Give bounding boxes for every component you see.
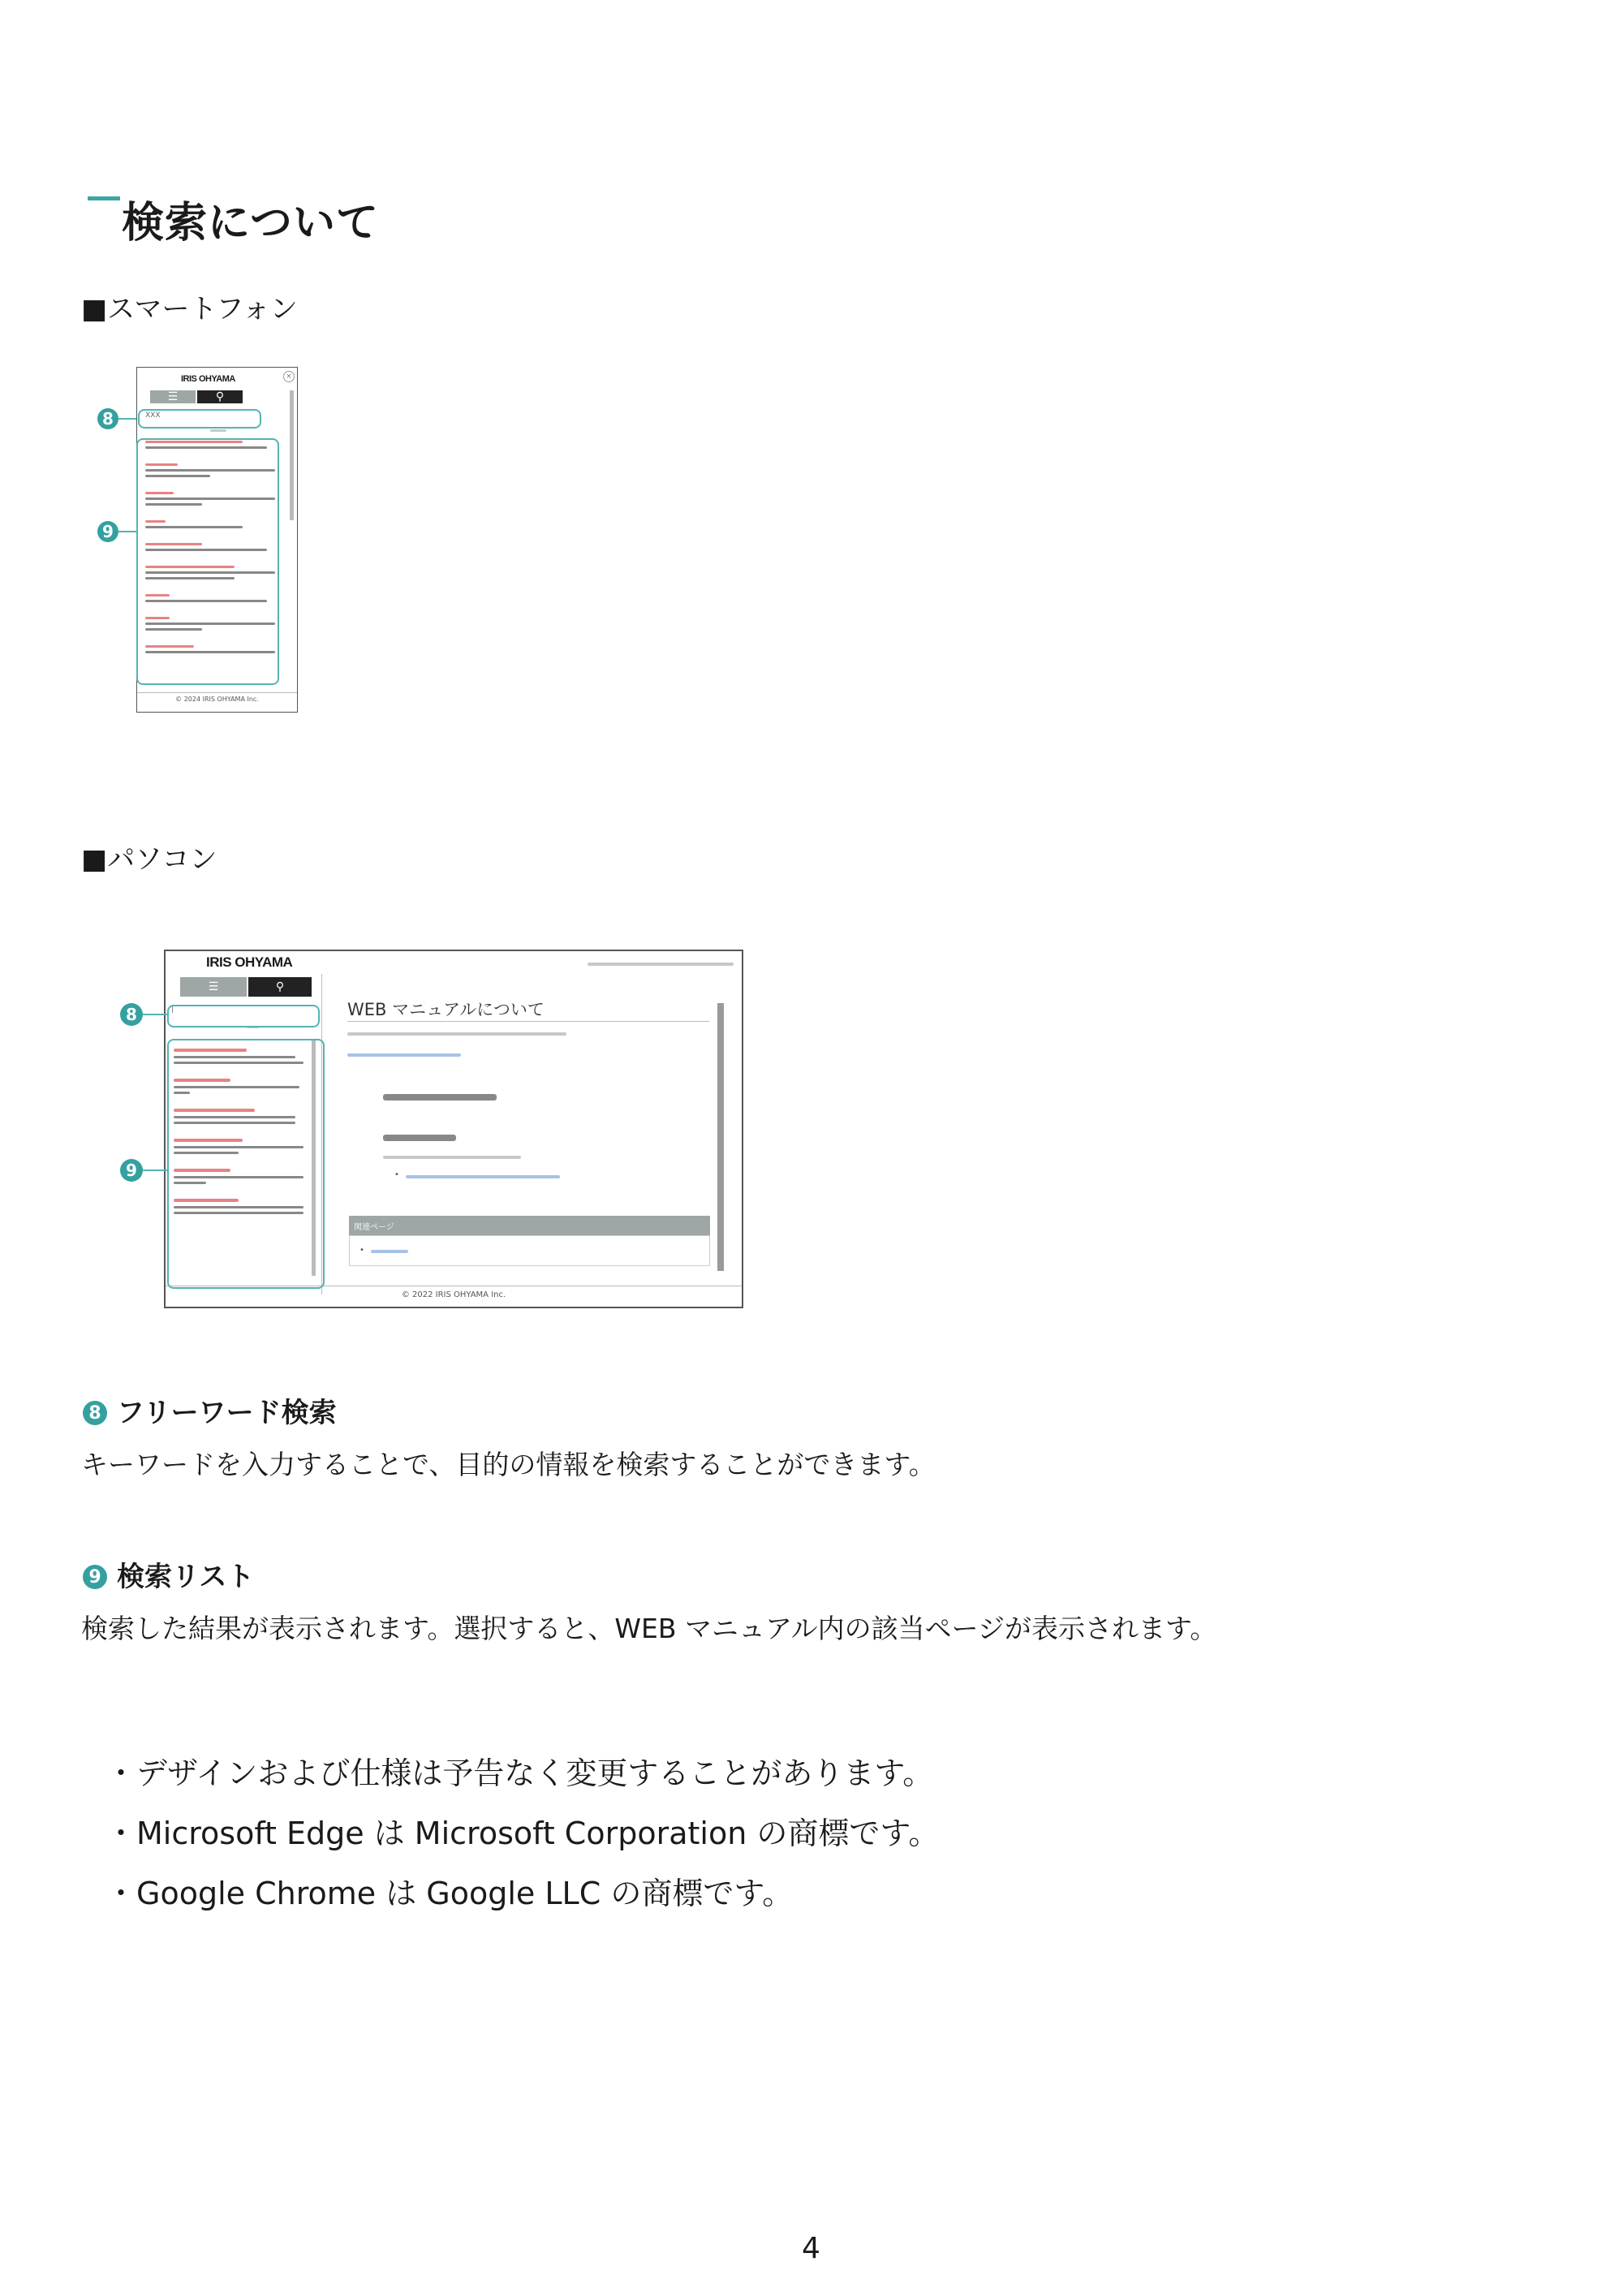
scrollbar[interactable]	[290, 390, 294, 520]
title-underline	[347, 1021, 709, 1022]
content-title: WEB マニュアルについて	[347, 1000, 545, 1019]
intro-link[interactable]	[347, 1053, 461, 1057]
section-link[interactable]	[406, 1175, 560, 1178]
result-list-highlight	[136, 438, 279, 685]
leader-line	[143, 1014, 167, 1015]
search-icon: ⚲	[275, 980, 285, 993]
menu-tab[interactable]	[150, 390, 196, 403]
leader-line	[118, 418, 136, 420]
pc-section-label: ■パソコン	[81, 843, 217, 876]
smartphone-section-label: ■スマートフォン	[81, 293, 298, 325]
note-bullet: ・	[105, 1816, 137, 1851]
pc-footer: © 2022 IRIS OHYAMA Inc.	[401, 1290, 506, 1299]
smartphone-logo: IRIS OHYAMA	[181, 374, 235, 384]
search-list-heading: 検索リスト	[117, 1561, 255, 1593]
pc-logo: IRIS OHYAMA	[206, 954, 293, 970]
page-number: 4	[802, 2232, 820, 2265]
search-list-description: 検索した結果が表示されます。選択すると、WEB マニュアル内の該当ページが表示されます。	[81, 1613, 1217, 1644]
note-bullet: ・	[105, 1755, 137, 1791]
result-count	[210, 429, 226, 432]
leader-line	[143, 1170, 167, 1171]
menu-tab[interactable]	[180, 977, 247, 997]
bullet: •	[359, 1246, 364, 1255]
bullet: •	[394, 1170, 399, 1179]
related-pages-header	[349, 1216, 710, 1235]
leader-line	[118, 531, 136, 532]
marker-9: 9	[83, 1565, 107, 1589]
page-title: 検索について	[122, 199, 379, 248]
marker-9: 9	[97, 521, 118, 542]
note-google-trademark: Google Chrome は Google LLC の商標です。	[136, 1876, 794, 1911]
content-scrollbar[interactable]	[717, 1003, 724, 1271]
breadcrumb	[588, 963, 734, 966]
list-icon: ☰	[208, 980, 219, 993]
marker-8: 8	[83, 1401, 107, 1425]
intro-text	[347, 1032, 566, 1036]
marker-9: 9	[120, 1159, 143, 1182]
list-icon: ☰	[167, 390, 179, 403]
free-word-search-description: キーワードを入力することで、目的の情報を検索することができます。	[81, 1449, 936, 1480]
related-pages-body	[349, 1235, 710, 1266]
marker-8: 8	[120, 1003, 143, 1026]
smartphone-footer: © 2024 IRIS OHYAMA Inc.	[175, 696, 259, 703]
note-bullet: ・	[105, 1876, 137, 1911]
section-text	[383, 1156, 521, 1159]
note-microsoft-trademark: Microsoft Edge は Microsoft Corporation の商標です。	[136, 1816, 940, 1851]
free-word-search-heading: フリーワード検索	[117, 1397, 337, 1429]
search-input[interactable]: XXX	[145, 411, 161, 420]
search-tab[interactable]	[197, 390, 243, 403]
search-tab[interactable]	[248, 977, 312, 997]
note-design: デザインおよび仕様は予告なく変更することがあります。	[136, 1755, 934, 1791]
result-list-highlight	[167, 1039, 325, 1289]
section-heading	[383, 1135, 456, 1141]
related-link[interactable]	[371, 1250, 408, 1253]
title-accent-dash	[88, 196, 120, 200]
section-heading	[383, 1094, 497, 1101]
close-icon[interactable]: ×	[283, 371, 295, 382]
footer-divider	[137, 692, 297, 693]
search-field-highlight	[167, 1005, 320, 1027]
search-icon: ⚲	[215, 390, 225, 403]
marker-8: 8	[97, 408, 118, 429]
related-pages-heading: 関連ページ	[354, 1223, 394, 1232]
search-field-highlight	[138, 409, 261, 429]
